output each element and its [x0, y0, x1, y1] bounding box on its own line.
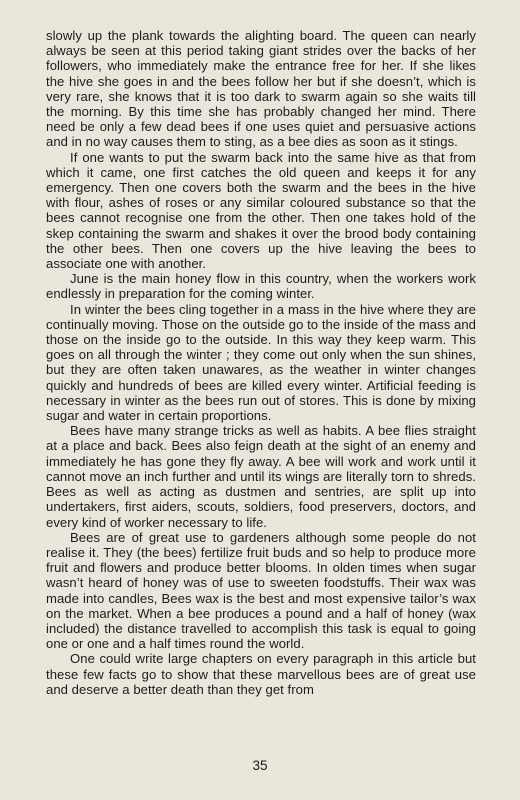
body-text: [46, 28, 476, 697]
paragraph-swarm-return: If one wants to put the swarm back into the same hive as that from which it came, one first catches the old queen and keeps it for any emergency. Then one covers both the swarm and the bees in the hive with flour, ashes of roses or any similar coloured substance so that the bees cannot recognise one from the other. Then one takes hold of the skep containing the swarm and shakes it over the brood body containing the other bees. Then one covers up the hive leaving the bees to associate one with another.: [46, 149, 476, 272]
paragraph-gardeners: Bees are of great use to gardeners although some people do not realise it. They (the bees) fertilize fruit buds and so help to produce more fruit and flowers and produce better blooms. In olden times when sugar wasn’t heard of honey was of use to sweeten foodstuffs. Their wax was made into candles, Bees wax is the best and most expensive tailor’s wax on the market. When a bee produces a pound and a half of honey (wax included) the distance travelled to accomplish this task is equal to going one or one and a half times round the world.: [46, 529, 476, 652]
paragraph-winter: In winter the bees cling together in a mass in the hive where they are continually moving. Those on the outside go to the inside of the mass and those on the inside go to the outside. In this way they keep warm. This goes on all through the winter ; they come out only when the sun shines, but they are often taken unawares, as the weather in winter changes quickly and hundreds of bees are killed every winter. Artificial feeding is necessary in winter as the bees run out of stores. This is done by mixing sugar and water in certain proportions.: [46, 301, 476, 424]
paragraph-continuation: slowly up the plank towards the alighting board. The queen can nearly always be seen at this period taking giant strides over the backs of her followers, who immediately make the entrance free for her. If she likes the hive she goes in and the bees follow her but if she doesn’t, which is very rare, she knows that it is too dark to swarm again so she waits till the morning. By this time she has probably changed her mind. There need be only a few dead bees if one uses quiet and persuasive actions and in no way causes them to sting, as a bee dies as soon as it stings.: [46, 28, 476, 150]
paragraph-june-honey-flow: June is the main honey flow in this country, when the workers work endlessly in preparation for the coming winter.: [46, 271, 476, 302]
paragraph-conclusion: One could write large chapters on every paragraph in this article but these few facts go to show that these marvellous bees are of great use and deserve a better death than they get from: [46, 651, 476, 697]
page-number: 35: [252, 758, 268, 773]
paragraph-bee-habits: Bees have many strange tricks as well as habits. A bee flies straight at a place and back. Bees also feign death at the sight of an enemy and immediately he has gone they fly away. A bee will work and work until it cannot move an inch further and until its wings are literally torn to shreds. Bees as well as acting as dustmen and sentries, are split up into undertakers, first aiders, scouts, soldiers, food preservers, doctors, and every kind of worker necessary to life.: [46, 423, 476, 530]
